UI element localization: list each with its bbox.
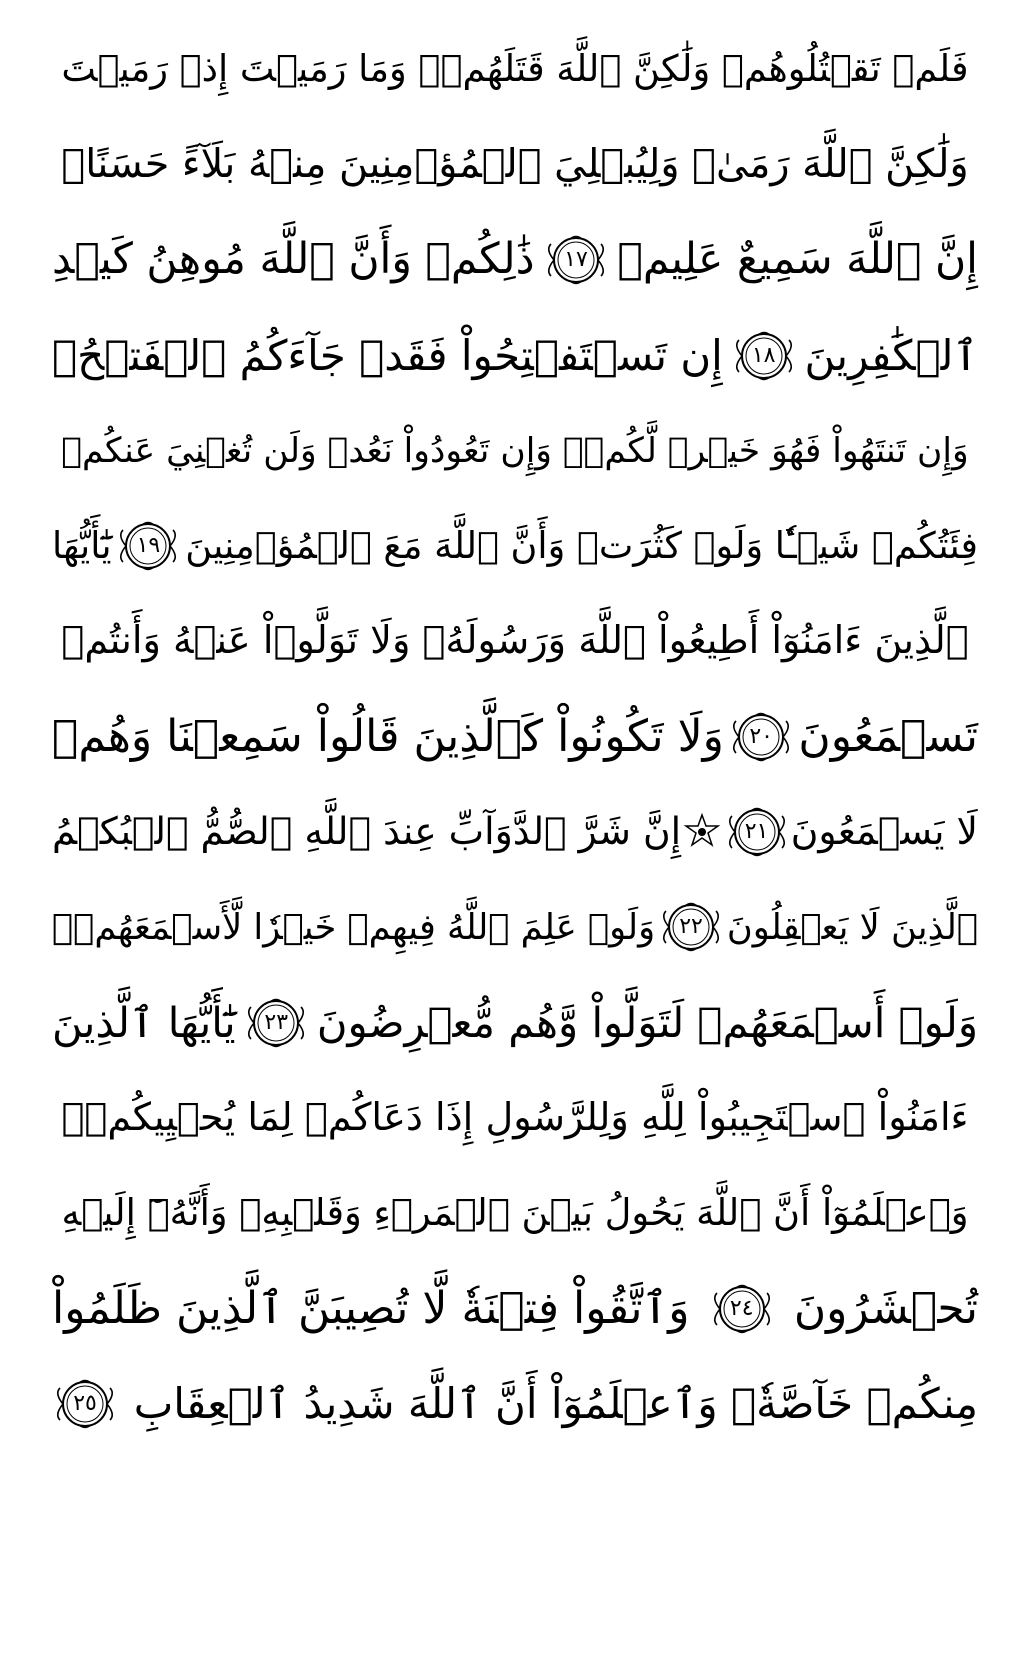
- verse-number: ١٧: [564, 247, 588, 273]
- text-line: [52, 594, 978, 689]
- verse-number-marker: [52, 1376, 118, 1432]
- text-line: [52, 1356, 978, 1451]
- verse-text: فَلَمۡ تَقۡتُلُوهُمۡ وَلَٰكِنَّ ٱللَّهَ قَتَلَهُمۡۚ وَمَا رَمَيۡتَ إِذۡ رَمَيۡتَ: [61, 47, 969, 91]
- verse-text: وَلَوۡ عَلِمَ ٱللَّهُ فِيهِمۡ خَيۡرٗا لَّأَسۡمَعَهُمۡۖ: [52, 906, 656, 948]
- verse-text: تَسۡمَعُونَ: [798, 710, 978, 762]
- quran-page: [52, 22, 978, 1642]
- text-line: [52, 117, 978, 212]
- text-line: [52, 880, 978, 975]
- verse-text: يَٰٓأَيُّهَا ٱلَّذِينَ: [52, 997, 236, 1047]
- verse-number: ١٩: [136, 533, 161, 559]
- verse-number-marker: [543, 232, 609, 288]
- verse-text: يَٰٓأَيُّهَا: [52, 523, 112, 567]
- text-line: [52, 689, 978, 784]
- text-line: [52, 975, 978, 1070]
- verse-text: ءَامَنُواْ ٱسۡتَجِيبُواْ لِلَّهِ وَلِلرَّسُولِ إِذَا دَعَاكُمۡ لِمَا يُحۡيِيكُمۡۖ: [61, 1095, 969, 1140]
- verse-text: وَلَوۡ أَسۡمَعَهُمۡ لَتَوَلَّواْ وَّهُم مُّعۡرِضُونَ: [316, 997, 978, 1047]
- verse-number-marker: [709, 1281, 775, 1337]
- verse-text: إِنَّ ٱللَّهَ سَمِيعٌ عَلِيمٞ: [617, 234, 978, 284]
- verse-text: تُحۡشَرُونَ: [793, 1282, 978, 1334]
- verse-text: ٱلَّذِينَ ءَامَنُوٓاْ أَطِيعُواْ ٱللَّهَ وَرَسُولَهُۥ وَلَا تَوَلَّوۡاْ عَنۡهُ وَأَنتُمۡ: [61, 619, 969, 664]
- text-line: [52, 498, 978, 593]
- verse-text: وَٱعۡلَمُوٓاْ أَنَّ ٱللَّهَ يَحُولُ بَيۡنَ ٱلۡمَرۡءِ وَقَلۡبِهِۦ وَأَنَّهُۥٓ إِلَيۡهِ: [61, 1190, 969, 1234]
- text-line: [52, 213, 978, 308]
- verse-number-marker: [243, 995, 309, 1051]
- verse-number-marker: [728, 709, 794, 765]
- verse-number-marker: [724, 804, 790, 860]
- verse-number: ٢٣: [264, 1009, 289, 1035]
- verse-number: ٢٤: [729, 1295, 754, 1321]
- verse-text: فِئَتُكُمۡ شَيۡـٔٗا وَلَوۡ كَثُرَتۡ وَأَنَّ ٱللَّهَ مَعَ ٱلۡمُؤۡمِنِينَ: [185, 523, 978, 567]
- verse-text: ذَٰلِكُمۡ وَأَنَّ ٱللَّهَ مُوهِنُ كَيۡدِ: [52, 234, 535, 284]
- verse-text: ٱلۡكَٰفِرِينَ: [804, 330, 978, 380]
- hizb-star-icon: [682, 812, 722, 852]
- verse-text: وَإِن تَنتَهُواْ فَهُوَ خَيۡرٞ لَّكُمۡۖ وَإِن تَعُودُواْ نَعُدۡ وَلَن تُغۡنِيَ عَنكُمۡ: [61, 430, 969, 471]
- verse-text: إِنَّ شَرَّ ٱلدَّوَآبِّ عِندَ ٱللَّهِ ٱلصُّمُّ ٱلۡبُكۡمُ: [52, 809, 682, 854]
- verse-text: وَلَا تَكُونُواْ كَٱلَّذِينَ قَالُواْ سَمِعۡنَا وَهُمۡ: [52, 710, 724, 762]
- verse-number: ٢٥: [73, 1390, 97, 1416]
- verse-number: ١٨: [751, 342, 776, 368]
- verse-text: ٱلَّذِينَ لَا يَعۡقِلُونَ: [726, 906, 978, 948]
- verse-number-marker: [115, 518, 181, 574]
- verse-number: ٢٢: [679, 914, 703, 940]
- verse-text: وَٱتَّقُواْ فِتۡنَةٗ لَّا تُصِيبَنَّ ٱلَّذِينَ ظَلَمُواْ: [52, 1282, 690, 1334]
- verse-text: وَلَٰكِنَّ ٱللَّهَ رَمَىٰۚ وَلِيُبۡلِيَ ٱلۡمُؤۡمِنِينَ مِنۡهُ بَلَآءً حَسَنًاۚ: [61, 141, 969, 188]
- verse-number: ٢٠: [749, 723, 773, 749]
- text-line: [52, 403, 978, 498]
- text-line: [52, 1166, 978, 1261]
- verse-text: لَا يَسۡمَعُونَ: [790, 809, 978, 854]
- text-line: [52, 22, 978, 117]
- text-line: [52, 1070, 978, 1165]
- verse-text: إِن تَسۡتَفۡتِحُواْ فَقَدۡ جَآءَكُمُ ٱلۡفَتۡحُۖ: [52, 330, 723, 380]
- text-line: [52, 784, 978, 879]
- text-line: [52, 308, 978, 403]
- verse-text: مِنكُمۡ خَآصَّةٗۖ وَٱعۡلَمُوٓاْ أَنَّ ٱللَّهَ شَدِيدُ ٱلۡعِقَابِ: [133, 1378, 978, 1428]
- verse-number: ٢١: [744, 819, 769, 845]
- verse-number-marker: [658, 899, 724, 955]
- verse-number-marker: [731, 328, 797, 384]
- text-line: [52, 1261, 978, 1356]
